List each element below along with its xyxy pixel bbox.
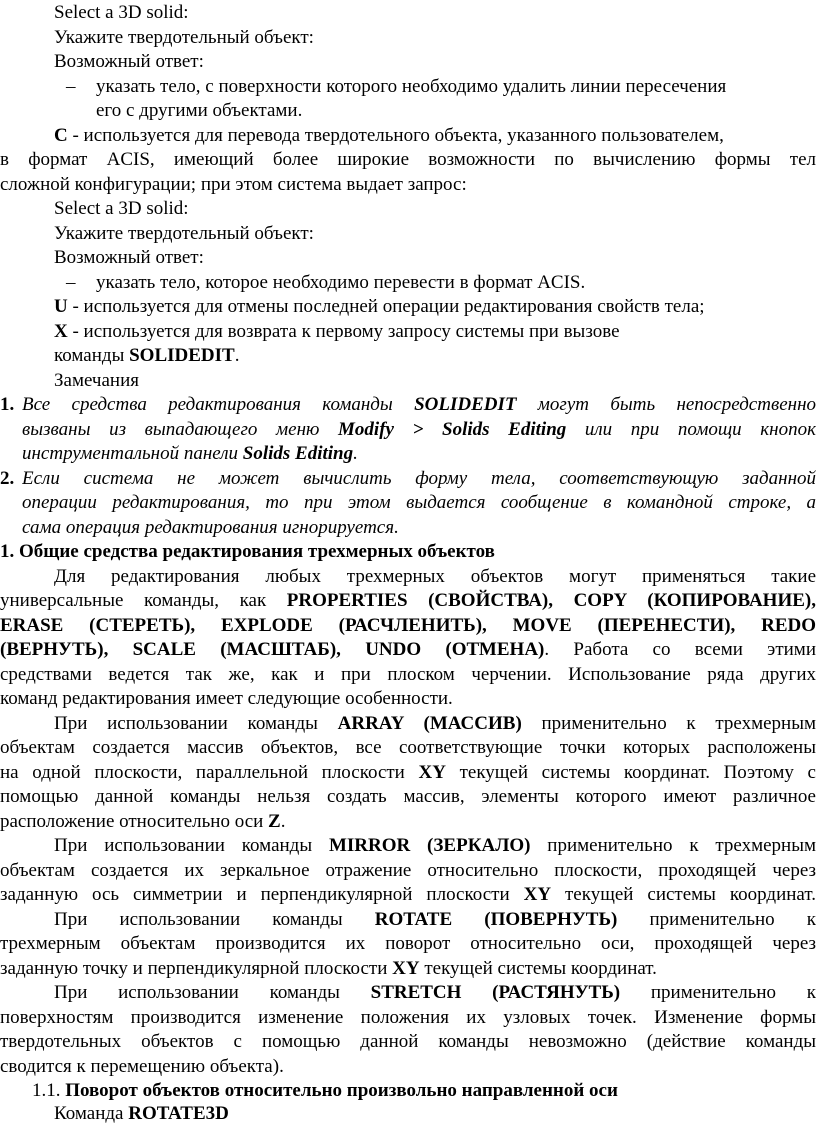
axis-name: XY (523, 884, 552, 905)
note-2-line: сама операция редактирования игнорируется. (22, 517, 399, 538)
toolbar-name: Solids Editing (242, 443, 354, 464)
text: заданную точку и перпендикулярной плоскости (0, 958, 393, 979)
text: При использовании команды (54, 982, 371, 1003)
paragraph-line: поверхностям производится изменение положения их узловых точек. Изменение формы (0, 1007, 816, 1028)
subsection-heading (32, 1079, 618, 1104)
note-1-line (22, 442, 358, 467)
section-heading: 1. Общие средства редактирования трехмерных объектов (0, 541, 495, 562)
answer-label-2: Возможный ответ: (54, 247, 204, 268)
option-c (54, 124, 816, 149)
text: применительно к (617, 909, 816, 930)
text: применительно к (620, 982, 816, 1003)
paragraph-line (54, 712, 816, 737)
text: могут быть непосредственно (516, 394, 816, 415)
command-name: SOLIDEDIT (414, 394, 517, 415)
prompt-ru-1: Укажите твердотельный объект: (54, 27, 314, 48)
text: При использовании команды (54, 713, 338, 734)
paragraph-line: твердотельных объектов с помощью данной команды невозможно (действие команды (0, 1031, 816, 1052)
text: универсальные команды, как (0, 590, 287, 611)
text: . Работа со всеми этими (544, 639, 816, 660)
option-u (54, 295, 705, 320)
answer-label-1: Возможный ответ: (54, 51, 204, 72)
paragraph-line (0, 761, 816, 786)
text: инструментальной панели (22, 443, 243, 464)
text: При использовании команды (54, 835, 329, 856)
command-name: ARRAY (МАССИВ) (337, 713, 522, 734)
paragraph-line: средствами ведется так же, как и при плоском черчении. Использование ряда других (0, 664, 816, 685)
paragraph-line: команд редактирования имеет следующие особенности. (0, 688, 453, 709)
option-x-cont (54, 344, 239, 369)
paragraph-line: Для редактирования любых трехмерных объектов могут применяться такие (54, 566, 816, 587)
paragraph-line: объектам создается их зеркальное отражение относительно плоскости, проходящей через (0, 860, 816, 881)
note-2-line: Если система не может вычислить форму тела, соответствующую заданной (22, 468, 816, 489)
text: . (353, 443, 358, 464)
command-name: ROTATE (ПОВЕРНУТЬ) (374, 909, 618, 930)
answer-text-1-cont: его с другими объектами. (96, 100, 303, 121)
option-key: С (54, 125, 68, 146)
text: текущей системы координат. (419, 958, 657, 979)
command-list: ERASE (СТЕРЕТЬ), EXPLODE (РАСЧЛЕНИТЬ), MOVE (ПЕРЕНЕСТИ), REDO (0, 615, 816, 636)
paragraph-line: помощью данной команды нельзя создать массив, элементы которого имеют различное (0, 786, 816, 807)
note-number-2: 2. (0, 468, 15, 489)
answer-text-1: указать тело, с поверхности которого необходимо удалить линии пересечения (96, 76, 727, 97)
dash-bullet: – (66, 76, 76, 97)
paragraph-line (0, 638, 816, 663)
text: команды (54, 345, 130, 366)
note-2-line: операции редактирования, то при этом выдается сообщение в командной строке, а (22, 492, 816, 513)
option-key: X (54, 321, 68, 342)
option-text: - используется для возврата к первому запросу системы при вызове (67, 321, 620, 342)
paragraph-line: сводится к перемещению объекта). (0, 1056, 284, 1077)
note-1-line (22, 418, 816, 443)
text: При использовании команды (54, 909, 375, 930)
option-text: - используется для отмены последней операции редактирования свойств тела; (67, 296, 705, 317)
command-name: ROTATE3D (128, 1103, 229, 1124)
option-x (54, 320, 620, 345)
answer-text-2: указать тело, которое необходимо перевести в формат ACIS. (96, 272, 586, 293)
paragraph-line (0, 589, 816, 614)
text: применительно к трехмерным (521, 713, 816, 734)
text: Все средства редактирования команды (22, 394, 415, 415)
axis-name: Z (268, 811, 281, 832)
notes-heading: Замечания (54, 370, 139, 391)
text: текущей системы координат. (551, 884, 816, 905)
paragraph-line: сложной конфигурации; при этом система выдает запрос: (0, 174, 467, 195)
prompt-ru-2: Укажите твердотельный объект: (54, 223, 314, 244)
text: применительно к трехмерным (530, 835, 816, 856)
paragraph-line (0, 883, 816, 908)
option-key: U (54, 296, 68, 317)
text: заданную ось симметрии и перпендикулярной плоскости (0, 884, 524, 905)
command-name: SOLIDEDIT (129, 345, 235, 366)
paragraph-line (54, 834, 816, 859)
note-1-line (22, 393, 816, 418)
prompt-select-solid-2: Select a 3D solid: (54, 198, 189, 219)
paragraph-line (54, 981, 816, 1006)
text: или при помощи кнопок (566, 419, 816, 440)
paragraph-line: в формат ACIS, имеющий более широкие возможности по вычислению формы тел (0, 149, 816, 170)
menu-path: Modify > Solids Editing (338, 419, 567, 440)
text: . (280, 811, 286, 832)
prompt-select-solid-1: Select a 3D solid: (54, 2, 189, 23)
option-text: - используется для перевода твердотельного объекта, указанного пользователем, (67, 125, 724, 146)
paragraph-line (0, 957, 657, 982)
command-list: (ВЕРНУТЬ), SCALE (МАСШТАБ), UNDO (ОТМЕНА) (0, 639, 545, 660)
axis-name: XY (418, 762, 446, 783)
paragraph-line: объектам создается массив объектов, все соответствующие точки которых расположены (0, 737, 816, 758)
command-name: STRETCH (РАСТЯНУТЬ) (370, 982, 621, 1003)
command-name: MIRROR (ЗЕРКАЛО) (328, 835, 531, 856)
note-number-1: 1. (0, 394, 15, 415)
paragraph-line (54, 908, 816, 933)
command-line (54, 1102, 229, 1127)
paragraph-line: трехмерным объектам производится их поворот относительно оси, проходящей через (0, 933, 816, 954)
paragraph-line (0, 614, 816, 639)
subsection-number: 1.1. (32, 1080, 66, 1101)
text: расположение относительно оси (0, 811, 269, 832)
command-list: PROPERTIES (СВОЙСТВА), COPY (КОПИРОВАНИЕ), (286, 590, 816, 611)
text: вызваны из выпадающего меню (22, 419, 339, 440)
axis-name: XY (392, 958, 420, 979)
text: текущей системы координат. Поэтому с (445, 762, 816, 783)
subsection-title: Поворот объектов относительно произвольно направленной оси (65, 1080, 618, 1101)
dash-bullet: – (66, 272, 76, 293)
text: . (234, 345, 240, 366)
paragraph-line (0, 810, 285, 835)
text: на одной плоскости, параллельной плоскости (0, 762, 419, 783)
text: Команда (54, 1103, 129, 1124)
